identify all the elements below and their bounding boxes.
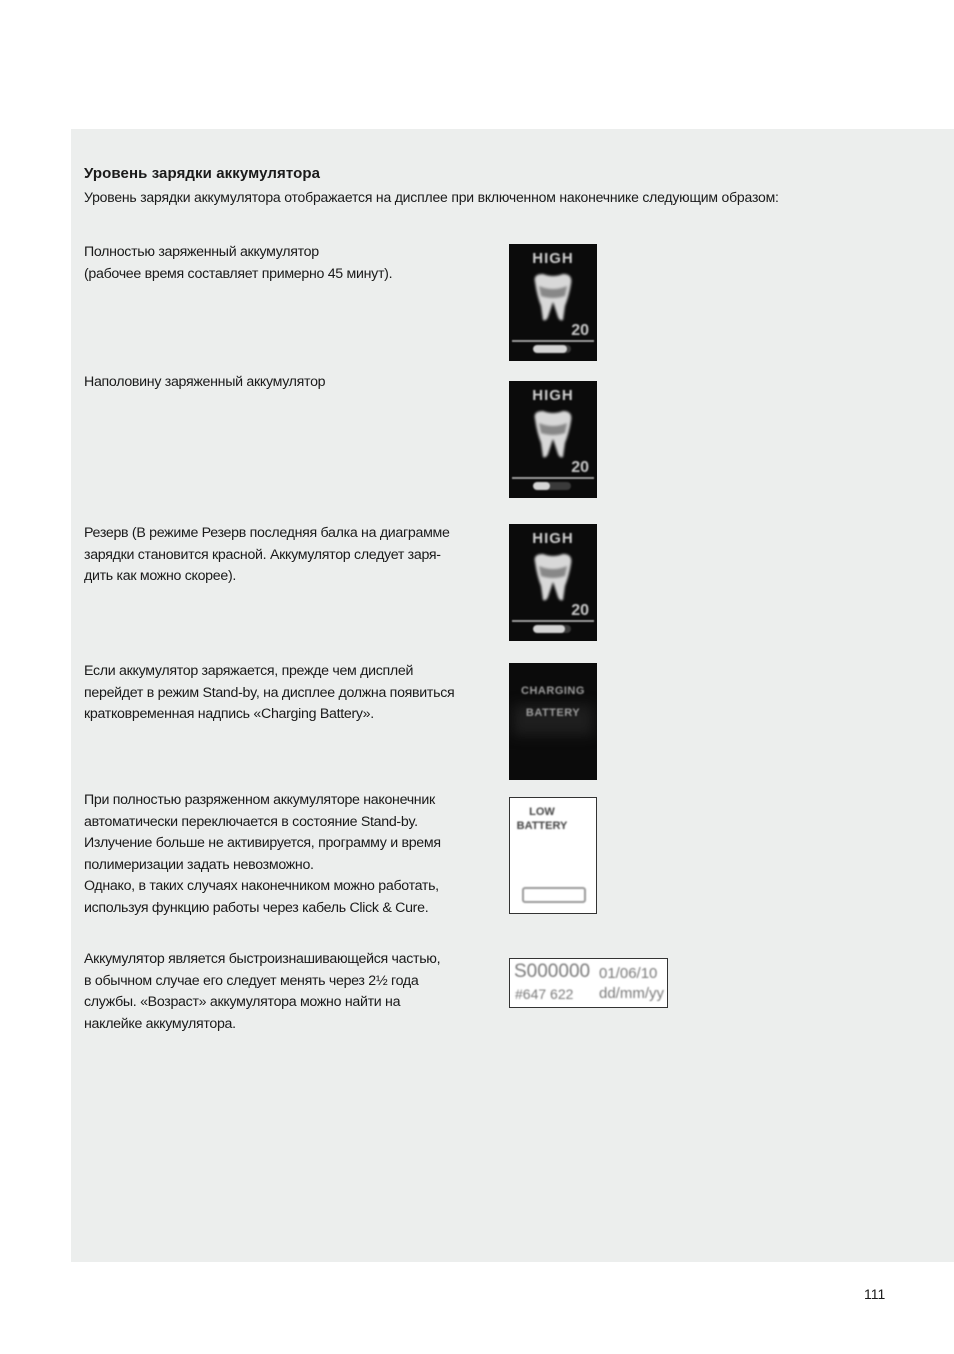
time-value: 20 [571, 322, 589, 339]
time-value: 20 [571, 602, 589, 619]
article-code: #647 622 [515, 986, 574, 1002]
display-reserve [509, 524, 597, 641]
mode-label: HIGH [532, 250, 574, 267]
battery-icon [533, 625, 571, 633]
battery-icon [533, 482, 571, 490]
mode-label: HIGH [532, 530, 574, 547]
desc-low-battery: При полностью разряженном аккумуляторе наконечник автоматически переключается в состояние Stand-by. Излучение больше не активируется, программу и время полимеризации задать невозможно. Однако, в таких случаях наконечником можно работать, используя функцию работы через кабель Click & Cure. [84, 792, 441, 916]
display-half-battery [509, 381, 597, 498]
low-battery-text: LOW BATTERY [516, 806, 568, 832]
desc-charging: Если аккумулятор заряжается, прежде чем дисплей перейдет в режим Stand-by, на дисплее должна появиться кратковременная надпись «Charging Battery». [84, 663, 455, 723]
progress-line [512, 477, 594, 479]
date-format: dd/mm/yy [599, 985, 665, 1002]
page-number: 111 [864, 1286, 886, 1302]
empty-battery-icon [522, 887, 586, 903]
desc-half-battery: Наполовину заряженный аккумулятор [84, 374, 326, 390]
progress-line [512, 620, 594, 622]
display-full-battery [509, 244, 597, 361]
section-heading: Уровень зарядки аккумулятора [84, 165, 321, 182]
serial-number: S000000 [514, 961, 591, 982]
battery-sticker [509, 958, 668, 1008]
charging-text: CHARGING BATTERY [521, 685, 585, 719]
display-charging [509, 663, 597, 780]
progress-line [512, 340, 594, 342]
tooth-icon [529, 552, 577, 604]
desc-reserve: Резерв (В режиме Резерв последняя балка на диаграмме зарядки становится красной. Аккумулятор следует заря- дить как можно скорее). [84, 525, 450, 585]
display-low-battery [509, 797, 597, 914]
tooth-icon [529, 409, 577, 461]
intro-text: Уровень зарядки аккумулятора отображается на дисплее при включенном наконечнике следующим образом: [84, 189, 779, 205]
desc-battery-label: Аккумулятор является быстроизнашивающейся частью, в обычном случае его следует менять через 2½ года службы. «Возраст» аккумулятора можно найти на наклейке аккумулятора. [84, 951, 441, 1032]
mode-label: HIGH [532, 387, 574, 404]
time-value: 20 [571, 459, 589, 476]
battery-icon [533, 345, 571, 353]
production-date: 01/06/10 [599, 965, 658, 982]
desc-full-battery: Полностью заряженный аккумулятор (рабочее время составляет примерно 45 минут). [84, 244, 393, 282]
tooth-icon [529, 272, 577, 324]
